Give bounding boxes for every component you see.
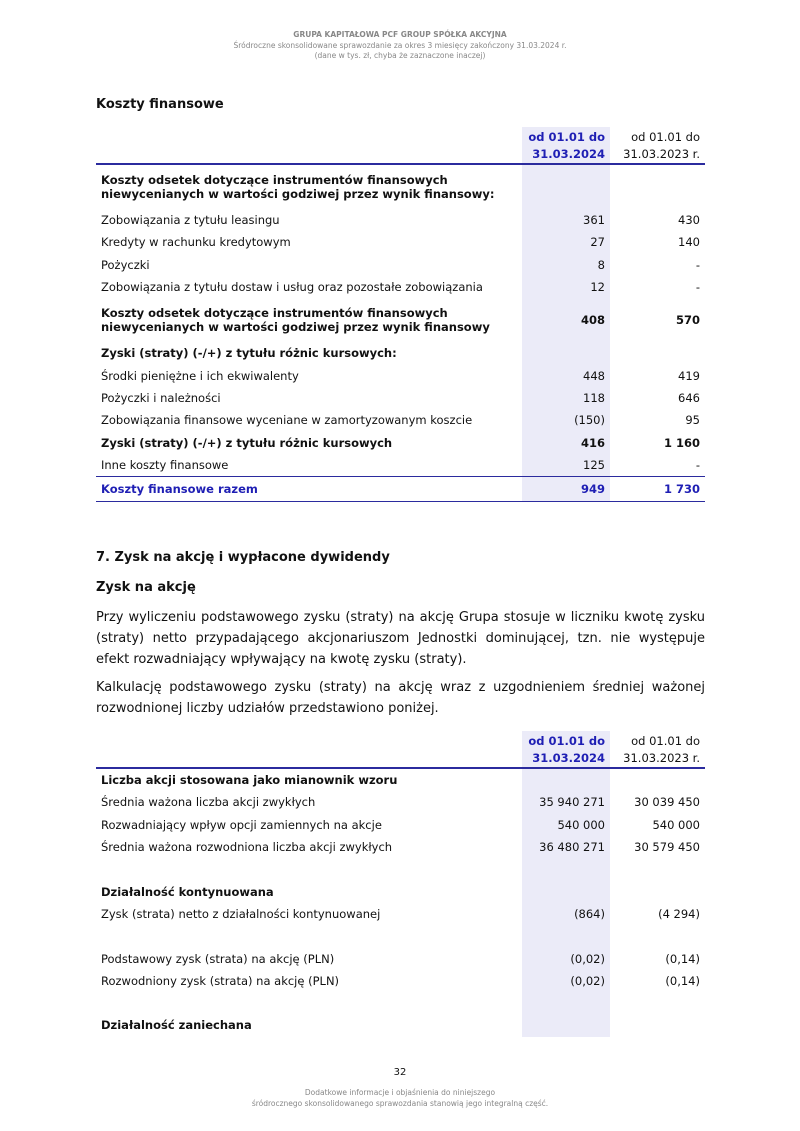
- table-row: [96, 209, 705, 231]
- value-prior: -: [695, 280, 700, 295]
- row-label: Rozwodniony zysk (strata) na akcję (PLN): [101, 973, 340, 988]
- value-prior: 1 730: [663, 481, 700, 496]
- value-current: 540 000: [522, 814, 610, 836]
- value-prior: 95: [685, 413, 700, 428]
- eps-subheading: Zysk na akcję: [96, 580, 196, 595]
- footer-line-2: śródrocznego skonsolidowanego sprawozdania stanowią jego integralną część.: [251, 1098, 549, 1108]
- footer-line-1: Dodatkowe informacje i objaśnienia do niniejszego: [304, 1088, 496, 1097]
- value-current: (0,02): [522, 947, 610, 969]
- row-label: Działalność kontynuowana: [101, 884, 274, 899]
- table-row: [96, 903, 705, 925]
- row-label: Zobowiązania z tytułu leasingu: [101, 213, 280, 228]
- row-label: Zyski (straty) (-/+) z tytułu różnic kursowych:: [101, 346, 397, 361]
- section-7-heading: 7. Zysk na akcję i wypłacone dywidendy: [96, 550, 390, 565]
- value-prior: -: [695, 457, 700, 472]
- row-label: Rozwadniający wpływ opcji zamiennych na akcje: [101, 817, 382, 832]
- value-current: [522, 769, 610, 791]
- value-current: 949: [522, 477, 610, 501]
- row-label: Działalność zaniechana: [101, 1018, 252, 1033]
- value-prior: 540 000: [652, 817, 700, 832]
- column-header-current: od 01.01 do 31.03.2024: [522, 127, 610, 163]
- table-row: [96, 454, 705, 476]
- row-label: [96, 858, 522, 880]
- row-label: Zobowiązania finansowe wyceniane w zamortyzowanym koszcie: [101, 413, 473, 428]
- value-current: [522, 165, 610, 209]
- value-current: 27: [522, 231, 610, 253]
- table-row: [96, 947, 705, 969]
- table-row: [96, 298, 705, 342]
- value-current: 408: [522, 298, 610, 342]
- page-number: 32: [393, 1067, 407, 1078]
- table-row: [96, 970, 705, 992]
- eps-rows: [96, 769, 705, 1037]
- table-row: [96, 880, 705, 902]
- table-row: [96, 387, 705, 409]
- eps-paragraph-2: Kalkulację podstawowego zysku (straty) na akcję wraz z uzgodnieniem średniej ważonej rozwodnionej liczby udziałów przedstawiono poniżej.: [96, 680, 705, 716]
- table-row: [96, 992, 705, 1014]
- row-label: Koszty odsetek dotyczące instrumentów finansowych niewycenianych w wartości godziwej przez wynik finansowy:: [101, 173, 495, 201]
- table-row: [96, 814, 705, 836]
- row-label: Koszty odsetek dotyczące instrumentów finansowych niewycenianych w wartości godziwej przez wynik finansowy: [101, 306, 490, 335]
- finance-costs-rows: [96, 165, 705, 502]
- row-label: Pożyczki: [101, 257, 150, 272]
- table-row: [96, 791, 705, 813]
- finance-costs-title: Koszty finansowe: [96, 97, 224, 112]
- value-prior: 646: [678, 390, 700, 405]
- value-current: 36 480 271: [522, 836, 610, 858]
- value-current: (864): [522, 903, 610, 925]
- row-label: [96, 925, 522, 947]
- value-current: [522, 1014, 610, 1036]
- table-row: [96, 925, 705, 947]
- eps-table: [96, 731, 705, 1037]
- value-current: (0,02): [522, 970, 610, 992]
- table-column-headers: [96, 127, 705, 165]
- value-current: 416: [522, 431, 610, 453]
- row-label: Koszty finansowe razem: [101, 481, 258, 496]
- table-row: [96, 431, 705, 453]
- row-label: Zysk (strata) netto z działalności kontynuowanej: [101, 906, 381, 921]
- table-row: [96, 409, 705, 431]
- column-header-prior: od 01.01 do 31.03.2023 r.: [623, 130, 700, 161]
- value-prior: 430: [678, 213, 700, 228]
- header-report: Śródroczne skonsolidowane sprawozdanie za okres 3 miesięcy zakończony 31.03.2024 r.: [233, 40, 567, 50]
- table-row: [96, 769, 705, 791]
- value-prior: (0,14): [665, 973, 700, 988]
- value-prior: [610, 925, 705, 947]
- table-row: [96, 364, 705, 386]
- eps-paragraph-1: Przy wyliczeniu podstawowego zysku (straty) na akcję Grupa stosuje w liczniku kwotę zysku (straty) netto przypadającego akcjonariuszom Jednostki dominującej, tzn. nie występuje efekt rozwadniający wpływający na kwotę zysku (straty).: [96, 610, 705, 667]
- row-label: Środki pieniężne i ich ekwiwalenty: [101, 368, 299, 383]
- table-row: [96, 858, 705, 880]
- value-prior: [610, 342, 705, 364]
- row-label: Kredyty w rachunku kredytowym: [101, 235, 291, 250]
- value-prior: 140: [678, 235, 700, 250]
- table-row: [96, 1014, 705, 1036]
- value-current: (150): [522, 409, 610, 431]
- value-current: 361: [522, 209, 610, 231]
- value-prior: [610, 858, 705, 880]
- header-company: GRUPA KAPITAŁOWA PCF GROUP SPÓŁKA AKCYJNA: [293, 30, 507, 39]
- value-current: [522, 992, 610, 1014]
- page-header: [0, 30, 800, 62]
- table-row: [96, 276, 705, 298]
- row-label: Inne koszty finansowe: [101, 457, 229, 472]
- value-current: [522, 858, 610, 880]
- row-label: Zobowiązania z tytułu dostaw i usług oraz pozostałe zobowiązania: [101, 280, 483, 295]
- table-row: [96, 836, 705, 858]
- value-prior: 30 579 450: [634, 840, 700, 855]
- row-label: Zyski (straty) (-/+) z tytułu różnic kursowych: [101, 435, 393, 450]
- row-label: Średnia ważona liczba akcji zwykłych: [101, 795, 316, 810]
- value-current: 118: [522, 387, 610, 409]
- table-row: [96, 231, 705, 253]
- value-current: 35 940 271: [522, 791, 610, 813]
- value-current: 8: [522, 254, 610, 276]
- value-current: 125: [522, 454, 610, 476]
- table-row: [96, 254, 705, 276]
- value-prior: [610, 880, 705, 902]
- column-header-current: od 01.01 do 31.03.2024: [522, 731, 610, 767]
- table-row: [96, 342, 705, 364]
- table-row: [96, 165, 705, 209]
- value-prior: (0,14): [665, 951, 700, 966]
- value-prior: (4 294): [658, 906, 700, 921]
- value-current: 12: [522, 276, 610, 298]
- table-row: [96, 476, 705, 502]
- value-prior: [610, 165, 705, 209]
- column-header-prior: od 01.01 do 31.03.2023 r.: [623, 734, 700, 765]
- page-footer: [0, 1088, 800, 1109]
- header-units: (dane w tys. zł, chyba że zaznaczone inaczej): [314, 51, 486, 60]
- table-column-headers: [96, 731, 705, 769]
- value-current: [522, 880, 610, 902]
- value-prior: -: [695, 257, 700, 272]
- value-current: [522, 925, 610, 947]
- value-prior: 1 160: [663, 435, 700, 450]
- row-label: Pożyczki i należności: [101, 390, 221, 405]
- row-label: [96, 992, 522, 1014]
- value-current: 448: [522, 364, 610, 386]
- value-current: [522, 342, 610, 364]
- value-prior: 419: [678, 368, 700, 383]
- value-prior: [610, 1014, 705, 1036]
- value-prior: 570: [675, 313, 700, 328]
- value-prior: [610, 769, 705, 791]
- value-prior: 30 039 450: [634, 795, 700, 810]
- row-label: Podstawowy zysk (strata) na akcję (PLN): [101, 951, 335, 966]
- value-prior: [610, 992, 705, 1014]
- row-label: Średnia ważona rozwodniona liczba akcji zwykłych: [101, 840, 393, 855]
- finance-costs-table: [96, 127, 705, 502]
- row-label: Liczba akcji stosowana jako mianownik wzoru: [101, 773, 398, 788]
